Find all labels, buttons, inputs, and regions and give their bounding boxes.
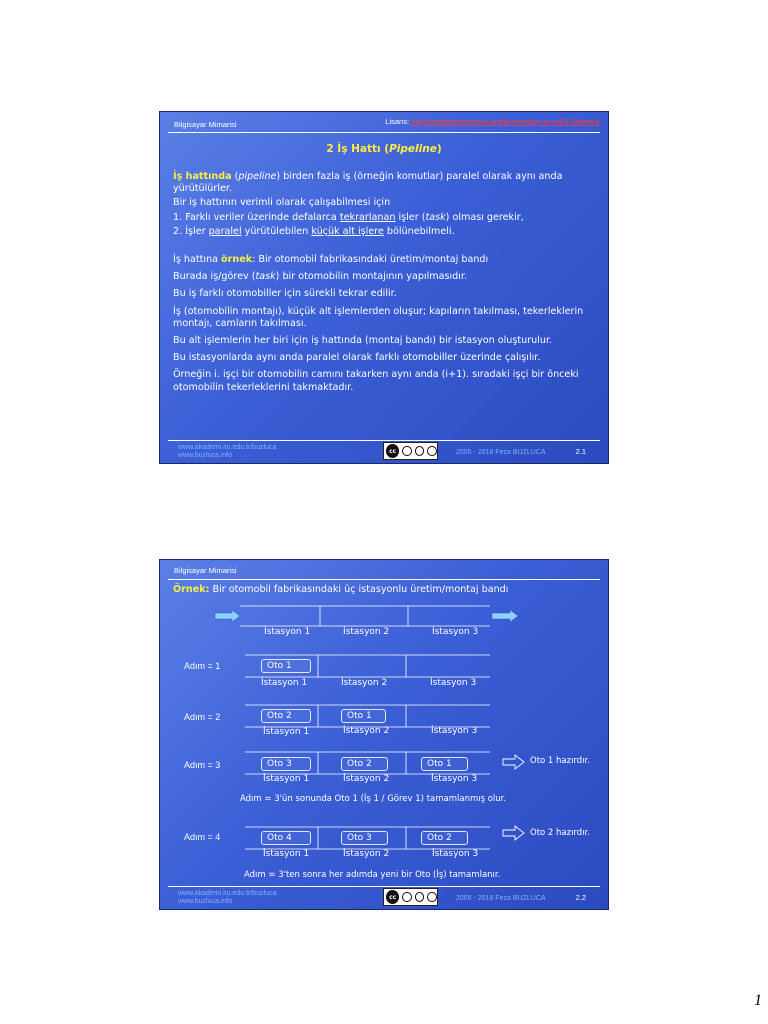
by-icon bbox=[402, 446, 412, 456]
station-label: İstasyon 1 bbox=[264, 627, 311, 637]
slide-number: 2.2 bbox=[575, 893, 586, 902]
paragraph-example bbox=[173, 254, 598, 266]
text: Burada iş/görev ( bbox=[173, 271, 256, 283]
footer-link-buzluca[interactable]: www.buzluca.info bbox=[178, 452, 233, 459]
step-label: Adım = 4 bbox=[184, 832, 221, 842]
term-pipeline: pipeline bbox=[238, 171, 277, 182]
slide-assembly-example bbox=[159, 559, 609, 910]
car-box: Oto 2 bbox=[421, 831, 468, 845]
license-link[interactable]: http://creativecommons.org/licenses/by-nc-nd/3.0/deed.tr bbox=[411, 117, 600, 126]
nd-icon bbox=[427, 446, 437, 456]
station-label: İstasyon 3 bbox=[432, 627, 479, 637]
finished-note: Oto 1 hazırdır. bbox=[530, 756, 590, 766]
text: ) olması gerekir, bbox=[445, 211, 524, 223]
station-label: İstasyon 1 bbox=[263, 774, 310, 784]
term-ornek: Örnek: bbox=[173, 584, 210, 595]
summary-after-step3: Adım = 3'ten sonra her adımda yeni bir Oto (İş) tamamlanır. bbox=[244, 870, 501, 880]
paragraph-worker-example: Örneğin i. işçi bir otomobilin camını takarken aynı anda (i+1). sıradaki işçi bir önceki otomobilin tekerleklerini takmaktadır. bbox=[173, 369, 579, 393]
station-label: İstasyon 1 bbox=[263, 727, 310, 737]
footer-link-akademi[interactable]: www.akademi.itu.edu.tr/buzluca bbox=[178, 444, 277, 451]
station-label: İstasyon 1 bbox=[263, 849, 310, 859]
italic-text: task bbox=[255, 271, 276, 283]
station-label: İstasyon 2 bbox=[343, 726, 390, 736]
footer-divider bbox=[168, 886, 600, 887]
underlined-text: tekrarlanan bbox=[339, 211, 396, 223]
title-pipeline: Pipeline bbox=[389, 143, 437, 155]
car-box: Oto 3 bbox=[341, 831, 388, 845]
station-label: İstasyon 3 bbox=[431, 774, 478, 784]
paragraph-task bbox=[173, 271, 598, 283]
creative-commons-badge bbox=[383, 442, 438, 460]
slide-body bbox=[173, 171, 598, 394]
spacer bbox=[173, 238, 598, 250]
underlined-text: paralel bbox=[208, 225, 242, 237]
step-label: Adım = 1 bbox=[184, 661, 221, 671]
text: Bir otomobil fabrikasındaki üç istasyonlu üretim/montaj bandı bbox=[209, 584, 509, 595]
list-item-2 bbox=[173, 226, 598, 238]
step-label: Adım = 3 bbox=[184, 760, 221, 770]
car-box: Oto 4 bbox=[261, 831, 311, 845]
text: ) bir otomobilin montajının yapılmasıdır. bbox=[275, 271, 468, 283]
license-note bbox=[385, 117, 600, 126]
paragraph-requirements: Bir iş hattının verimli olarak çalışabilmesi için bbox=[173, 197, 391, 209]
title-end: ) bbox=[436, 143, 442, 155]
summary-step3: Adım = 3'ün sonunda Oto 1 (İş 1 / Görev 1) tamamlanmış olur. bbox=[240, 794, 507, 804]
step-label: Adım = 2 bbox=[184, 712, 221, 722]
cc-icon: cc bbox=[386, 444, 399, 458]
nc-icon bbox=[415, 446, 425, 456]
license-label: Lisans: bbox=[385, 117, 412, 126]
paragraph-definition bbox=[173, 171, 598, 195]
station-label: İstasyon 2 bbox=[341, 678, 388, 688]
underlined-text: küçük alt işlere bbox=[311, 225, 384, 237]
footer-links bbox=[178, 890, 276, 906]
nd-icon bbox=[427, 892, 437, 902]
text: 1. Farklı veriler üzerinde defalarca bbox=[173, 211, 340, 223]
car-box: Oto 1 bbox=[341, 709, 386, 723]
slide-pipeline-intro bbox=[159, 111, 609, 464]
text: İş hattına bbox=[173, 254, 222, 266]
slide-number: 2.1 bbox=[575, 447, 586, 456]
slide-title bbox=[160, 143, 608, 155]
footer-links bbox=[178, 444, 276, 460]
station-label: İstasyon 3 bbox=[430, 678, 477, 688]
paragraph-stations: Bu alt işlemlerin her biri için iş hattında (montaj bandı) bir istasyon oluşturulur. bbox=[173, 335, 553, 347]
course-title: Bilgisayar Mimarisi bbox=[174, 120, 237, 129]
text: : Bir otomobil fabrikasındaki üretim/montaj bandı bbox=[252, 254, 489, 266]
footer-link-akademi[interactable]: www.akademi.itu.edu.tr/buzluca bbox=[178, 890, 277, 897]
text: 2. İşler bbox=[173, 225, 209, 237]
list-item-1 bbox=[173, 212, 598, 224]
by-icon bbox=[402, 892, 412, 902]
term-is-hatti: İş hattında bbox=[173, 171, 232, 182]
creative-commons-badge bbox=[383, 888, 438, 906]
output-arrow-icon bbox=[503, 826, 524, 840]
page-number: 1 bbox=[754, 992, 762, 1009]
car-box: Oto 2 bbox=[341, 757, 388, 771]
footer-link-buzluca[interactable]: www.buzluca.info bbox=[178, 898, 233, 905]
paragraph-repeat: Bu iş farklı otomobiller için sürekli tekrar edilir. bbox=[173, 288, 397, 300]
text: ( bbox=[231, 171, 239, 182]
course-title: Bilgisayar Mimarisi bbox=[174, 566, 237, 575]
text: yürütülebilen bbox=[241, 225, 312, 237]
output-arrow-icon bbox=[503, 755, 524, 769]
paragraph-subtasks: İş (otomobilin montajı), küçük alt işlemlerden oluşur; kapıların takılması, tekerleklerin montajı, camların takılması. bbox=[173, 305, 584, 329]
copyright: 2005 - 2018 Feza BUZLUCA bbox=[456, 895, 546, 902]
station-label: İstasyon 3 bbox=[432, 849, 479, 859]
footer-divider bbox=[168, 440, 600, 441]
text: bölünebilmeli. bbox=[383, 225, 455, 237]
title-text: 2 İş Hattı ( bbox=[326, 143, 390, 155]
car-box: Oto 2 bbox=[261, 709, 311, 723]
cc-icon: cc bbox=[386, 890, 399, 904]
station-label: İstasyon 3 bbox=[431, 726, 478, 736]
station-label: İstasyon 2 bbox=[343, 627, 390, 637]
text: işler ( bbox=[395, 211, 426, 223]
paragraph-parallel: Bu istasyonlarda aynı anda paralel olarak farklı otomobiller üzerinde çalışılır. bbox=[173, 352, 541, 364]
italic-text: task bbox=[425, 211, 446, 223]
output-arrow-icon bbox=[492, 610, 518, 622]
text: ) birden fazla iş (örneğin komutlar) paralel olarak aynı anda yürütülürler. bbox=[173, 171, 563, 195]
finished-note: Oto 2 hazırdır. bbox=[530, 828, 590, 838]
input-arrow-icon bbox=[215, 610, 240, 622]
term-ornek: örnek bbox=[221, 254, 253, 266]
car-box: Oto 1 bbox=[421, 757, 468, 771]
copyright: 2005 - 2018 Feza BUZLUCA bbox=[456, 449, 546, 456]
station-label: İstasyon 2 bbox=[343, 774, 390, 784]
nc-icon bbox=[415, 892, 425, 902]
station-label: İstasyon 1 bbox=[261, 678, 308, 688]
header-divider bbox=[168, 132, 600, 133]
car-box: Oto 1 bbox=[261, 659, 311, 673]
car-box: Oto 3 bbox=[261, 757, 311, 771]
station-label: İstasyon 2 bbox=[343, 849, 390, 859]
